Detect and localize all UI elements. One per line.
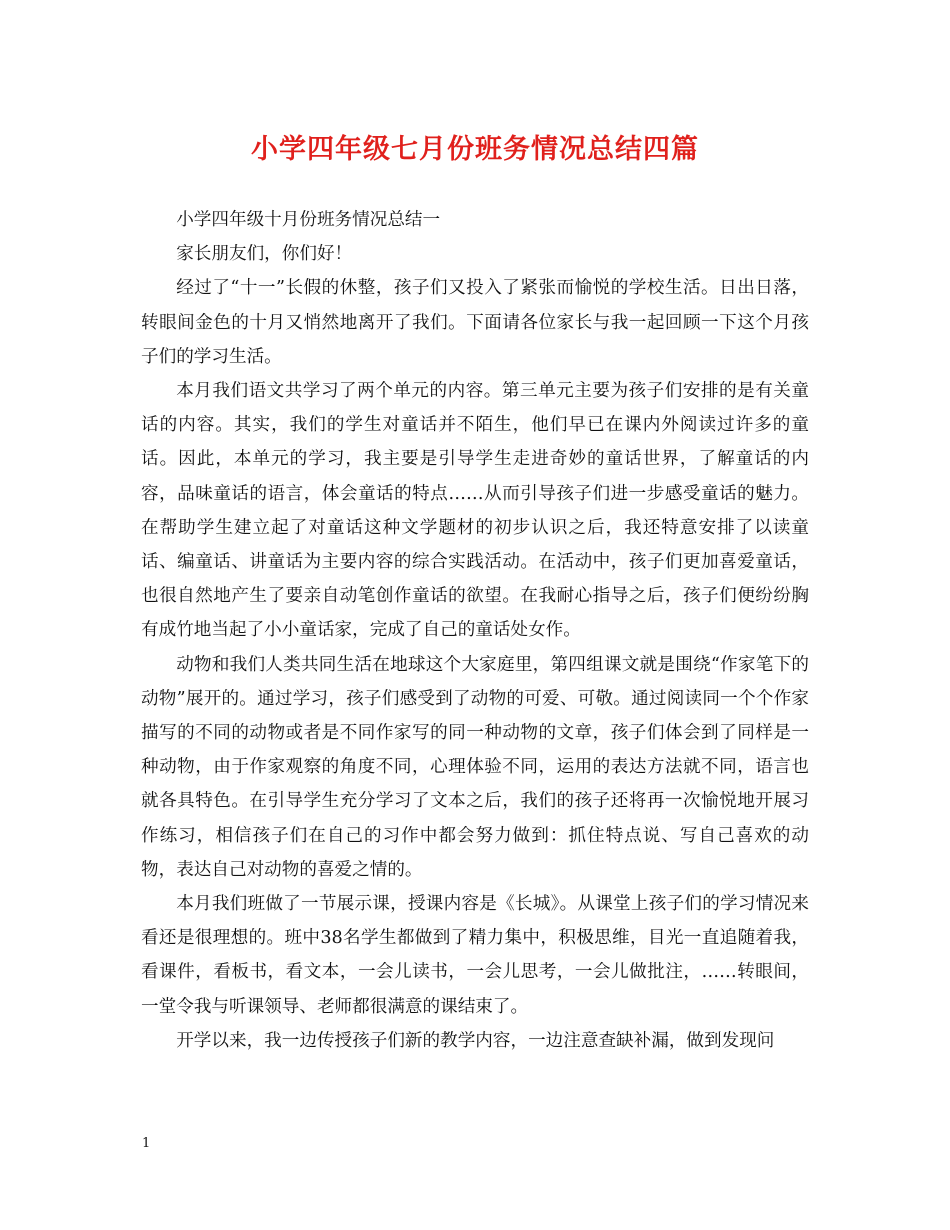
paragraph-intro: 经过了“十一”长假的休整，孩子们又投入了紧张而愉悦的学校生活。日出日落，转眼间金色的十月又悄然地离开了我们。下面请各位家长与我一起回顾一下这个月孩子们的学习生活。 <box>141 278 809 367</box>
paragraph-subtitle: 小学四年级十月份班务情况总结一 <box>176 210 441 230</box>
paragraph-chinese-units: 本月我们语文共学习了两个单元的内容。第三单元主要为孩子们安排的是有关童话的内容。其实，我们的学生对童话并不陌生，他们早已在课内外阅读过许多的童话。因此，本单元的学习，我主要是引导学生走进奇妙的童话世界，了解童话的内容，品味童话的语言，体会童话的特点……从而引导孩子们进一步感受童话的魅力。在帮助学生建立起了对童话这种文学题材的初步认识之后，我还特意安排了以读童话、编童话、讲童话为主要内容的综合实践活动。在活动中，孩子们更加喜爱童话，也很自然地产生了要亲自动笔创作童话的欲望。在我耐心指导之后，孩子们便纷纷胸有成竹地当起了小小童话家，完成了自己的童话处女作。 <box>141 381 809 641</box>
paragraph-demo-lesson: 本月我们班做了一节展示课，授课内容是《长城》。从课堂上孩子们的学习情况来看还是很理想的。班中38名学生都做到了精力集中，积极思维，目光一直追随着我，看课件，看板书，看文本，一会儿读书，一会儿思考，一会儿做批注，……转眼间，一堂令我与听课领导、老师都很满意的课结束了。 <box>141 894 809 1017</box>
document-body <box>141 203 809 1058</box>
page-number: 1 <box>142 1136 151 1151</box>
paragraph-animals: 动物和我们人类共同生活在地球这个大家庭里，第四组课文就是围绕“作家笔下的动物”展开的。通过学习，孩子们感受到了动物的可爱、可敬。通过阅读同一个个作家描写的不同的动物或者是不同作家写的同一种动物的文章，孩子们体会到了同样是一种动物，由于作家观察的角度不同，心理体验不同，运用的表达方法就不同，语言也就各具特色。在引导学生充分学习了文本之后，我们的孩子还将再一次愉悦地开展习作练习，相信孩子们在自己的习作中都会努力做到：抓住特点说、写自己喜欢的动物，表达自己对动物的喜爱之情的。 <box>141 654 809 880</box>
paragraph-greeting: 家长朋友们，你们好！ <box>176 244 353 265</box>
document-title: 小学四年级七月份班务情况总结四篇 <box>251 134 699 165</box>
paragraph-review: 开学以来，我一边传授孩子们新的教学内容，一边注意查缺补漏，做到发现问 <box>176 1030 775 1051</box>
